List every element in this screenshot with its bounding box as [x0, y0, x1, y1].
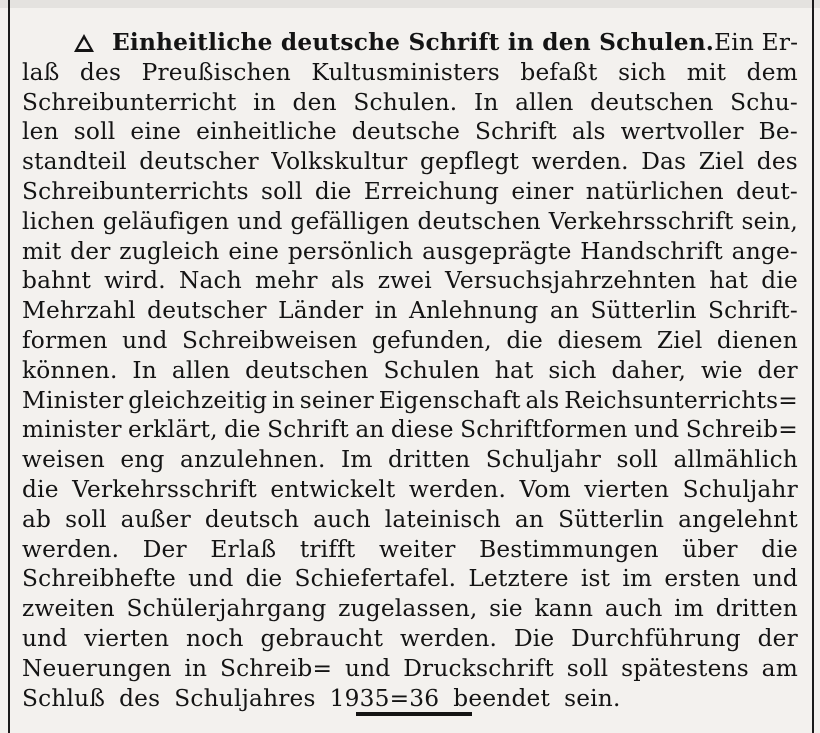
- article-word: die: [314, 177, 352, 205]
- article-word: trifft: [299, 535, 356, 563]
- article-word: im: [622, 565, 653, 593]
- article-word: Druckschrift: [403, 654, 554, 682]
- newspaper-article: [22, 28, 798, 713]
- article-line: [22, 326, 798, 356]
- article-word: auch: [313, 505, 371, 533]
- article-word: ausgeprägte: [422, 237, 572, 265]
- article-word: mehr: [255, 267, 318, 295]
- article-word: eine: [228, 237, 280, 265]
- article-line-text: [22, 117, 798, 147]
- article-word: des: [119, 684, 161, 712]
- article-word: Nach: [178, 267, 242, 295]
- article-word: werden.: [531, 148, 629, 176]
- article-word: Schrift-: [708, 297, 798, 325]
- article-word: weisen: [22, 446, 105, 474]
- article-word: soll: [65, 505, 107, 533]
- article-word: daher,: [611, 356, 687, 384]
- article-word: natürlichen: [585, 177, 724, 205]
- article-word: eine: [130, 118, 182, 146]
- article-word: als: [571, 118, 606, 146]
- article-line-text: [22, 237, 798, 267]
- article-word: Schrift: [267, 416, 349, 444]
- article-word: Schiefertafel.: [294, 565, 457, 593]
- article-word: formen: [22, 326, 108, 354]
- article-line-text: [22, 177, 798, 207]
- article-word: ab: [22, 505, 52, 533]
- article-word: soll: [566, 654, 609, 682]
- article-line: [22, 594, 798, 624]
- article-word: Schuljahres: [174, 684, 316, 712]
- article-line-text: [22, 58, 798, 88]
- article-word: Das: [641, 148, 687, 176]
- article-word: über: [682, 535, 738, 563]
- article-word: noch: [185, 624, 244, 652]
- article-word: Schreibunterricht: [22, 88, 237, 116]
- article-word: Durchführung: [571, 624, 741, 652]
- article-first-words: Ein Er-: [714, 29, 799, 56]
- article-word: Schreib=: [685, 416, 798, 444]
- article-word: deutscher: [139, 148, 259, 176]
- article-word: In: [473, 88, 499, 116]
- article-word: beendet: [453, 684, 551, 712]
- clipping-left-border: [8, 0, 10, 733]
- article-word: wertvoller: [620, 118, 744, 146]
- article-word: gefälligen: [290, 207, 410, 235]
- article-line-text: [22, 386, 798, 416]
- article-word: deutscher: [147, 297, 267, 325]
- article-word: Schreib=: [219, 654, 333, 682]
- article-line: [22, 356, 798, 386]
- article-word: sich: [548, 356, 597, 384]
- article-word: und: [122, 326, 168, 354]
- article-word: an: [514, 505, 545, 533]
- article-line: [22, 58, 798, 88]
- headline-row: [112, 28, 798, 58]
- article-word: Letztere: [468, 565, 569, 593]
- article-word: Ziel: [698, 148, 745, 176]
- article-line: [22, 535, 798, 565]
- article-word: als: [330, 267, 365, 295]
- article-word: die: [761, 535, 798, 563]
- article-word: Im: [340, 446, 373, 474]
- article-word: Schuljahr: [485, 446, 602, 474]
- article-line-text: [22, 207, 798, 237]
- article-word: ersten: [664, 565, 741, 593]
- article-word: Neuerungen: [22, 654, 172, 682]
- article-line-text: [22, 147, 798, 177]
- article-word: kann: [534, 595, 594, 623]
- article-word: sich: [618, 58, 667, 86]
- article-word: deut-: [736, 177, 798, 205]
- article-word: vierten: [584, 475, 670, 503]
- article-word: angelehnt: [678, 505, 798, 533]
- article-word: deutsche: [351, 118, 461, 146]
- article-word: gefunden,: [371, 326, 492, 354]
- article-word: befaßt: [520, 58, 598, 86]
- article-word: erklärt,: [128, 416, 218, 444]
- article-word: gleichzeitig: [128, 386, 268, 414]
- article-word: die: [245, 565, 283, 593]
- article-word: die: [22, 475, 59, 503]
- article-word: können.: [22, 356, 118, 384]
- article-word: des: [79, 58, 122, 86]
- article-word: am: [761, 654, 798, 682]
- article-line-text: [22, 445, 798, 475]
- article-line: [22, 505, 798, 535]
- article-word: sie: [489, 595, 523, 623]
- article-word: lateinisch: [384, 505, 501, 533]
- article-line-text: [22, 654, 798, 684]
- article-word: anzulehnen.: [180, 446, 326, 474]
- article-word: sein,: [741, 207, 798, 235]
- article-word: in: [374, 297, 398, 325]
- article-line: [22, 266, 798, 296]
- article-word: den: [292, 88, 337, 116]
- article-line: [22, 147, 798, 177]
- article-line-text: [22, 535, 798, 565]
- article-word: Sütterlin: [590, 297, 697, 325]
- article-word: gebraucht: [260, 624, 384, 652]
- separator-rule: [356, 712, 472, 716]
- article-word: Schreibhefte: [22, 565, 176, 593]
- article-word: Schu-: [730, 88, 798, 116]
- article-word: Schuljahr: [682, 475, 798, 503]
- article-line-text: [22, 356, 798, 386]
- article-word: Schrift: [475, 118, 557, 146]
- article-line-text: [22, 296, 798, 326]
- article-word: deutsch: [204, 505, 300, 533]
- article-word: dienen: [716, 326, 798, 354]
- article-word: im: [674, 595, 705, 623]
- article-word: an: [549, 297, 580, 325]
- article-word: Versuchsjahrzehnten: [444, 267, 697, 295]
- article-word: deutschen: [590, 88, 714, 116]
- article-word: als: [525, 386, 560, 414]
- article-word: entwickelt: [270, 475, 396, 503]
- article-line-text: [22, 505, 798, 535]
- article-word: in: [272, 386, 295, 414]
- article-word: zugleich: [119, 237, 220, 265]
- article-line: [22, 475, 798, 505]
- article-word: einheitliche: [196, 118, 337, 146]
- article-word: mit: [22, 237, 62, 265]
- article-word: werden.: [22, 535, 120, 563]
- article-line-text: [22, 266, 798, 296]
- article-word: Be-: [758, 118, 798, 146]
- article-word: Der: [142, 535, 187, 563]
- article-word: wird.: [104, 267, 166, 295]
- article-word: gepflegt: [419, 148, 520, 176]
- article-word: und: [633, 416, 680, 444]
- article-word: in: [253, 88, 276, 116]
- article-word: allen: [515, 88, 574, 116]
- article-word: und: [22, 624, 68, 652]
- article-word: soll: [261, 177, 303, 205]
- article-line: [22, 624, 798, 654]
- article-title: Einheitliche deutsche Schrift in den Schulen.: [112, 29, 715, 56]
- article-word: zweiten: [22, 595, 115, 623]
- article-word: die: [506, 326, 544, 354]
- article-word: Schülerjahrgang: [126, 595, 327, 623]
- article-word: In: [132, 356, 157, 384]
- article-word: standteil: [22, 148, 127, 176]
- article-word: werden.: [399, 624, 498, 652]
- article-word: Preußischen: [141, 58, 291, 86]
- article-word: Verkehrsschrift: [72, 475, 257, 503]
- article-word: deutschen: [245, 356, 369, 384]
- article-word: Die: [513, 624, 555, 652]
- article-line-text: [22, 624, 798, 654]
- article-word: Schreibunterrichts: [22, 177, 249, 205]
- article-line-text: [22, 475, 798, 505]
- article-line: [22, 117, 798, 147]
- article-word: ange-: [731, 237, 798, 265]
- article-line: [22, 415, 798, 445]
- article-line: [22, 386, 798, 416]
- article-word: bahnt: [22, 267, 92, 295]
- article-word: Mehrzahl: [22, 297, 136, 325]
- article-line-text: [22, 684, 798, 714]
- article-line: [22, 207, 798, 237]
- article-word: Bestimmungen: [479, 535, 659, 563]
- article-word: Erlaß: [210, 535, 277, 563]
- article-word: dem: [746, 58, 798, 86]
- article-word: und: [344, 654, 391, 682]
- article-word: Schluß: [22, 684, 106, 712]
- article-word: dritten: [388, 446, 471, 474]
- article-word: persönlich: [287, 237, 414, 265]
- article-word: dritten: [715, 595, 798, 623]
- article-word: auch: [604, 595, 663, 623]
- article-word: len: [22, 118, 59, 146]
- article-word: Schulen: [383, 356, 480, 384]
- scan-top-edge: [0, 0, 820, 8]
- article-word: Minister: [22, 386, 124, 414]
- article-line: [22, 564, 798, 594]
- article-word: in: [184, 654, 208, 682]
- article-word: geläufigen: [102, 207, 230, 235]
- article-word: sein.: [564, 684, 621, 712]
- article-word: hat: [709, 267, 749, 295]
- article-line: [22, 684, 798, 714]
- article-word: Volkskultur: [271, 148, 408, 176]
- article-word: an: [355, 416, 385, 444]
- article-line: [22, 177, 798, 207]
- article-word: hat: [494, 356, 534, 384]
- article-word: ist: [580, 565, 611, 593]
- article-word: zwei: [377, 267, 432, 295]
- article-word: Verkehrsschrift: [548, 207, 734, 235]
- article-word: deutschen: [417, 207, 541, 235]
- article-word: diesem: [557, 326, 643, 354]
- article-word: 1935=36: [329, 684, 440, 712]
- article-word: mit: [686, 58, 727, 86]
- article-line-text: [22, 564, 798, 594]
- article-word: allen: [171, 356, 231, 384]
- article-word: vierten: [84, 624, 170, 652]
- article-word: diese: [390, 416, 454, 444]
- article-word: außer: [120, 505, 191, 533]
- article-word: Erreichung: [363, 177, 500, 205]
- article-word: Reichsunterrichts=: [564, 386, 798, 414]
- article-word: der: [70, 237, 111, 265]
- article-word: die: [224, 416, 261, 444]
- article-word: Schriftformen: [460, 416, 628, 444]
- article-line-text: [22, 594, 798, 624]
- article-word: eng: [120, 446, 165, 474]
- article-line-text: [22, 326, 798, 356]
- article-word: des: [756, 148, 798, 176]
- article-word: Schreibweisen: [181, 326, 358, 354]
- article-word: Ziel: [656, 326, 703, 354]
- article-line: [22, 654, 798, 684]
- article-line-text: [22, 415, 798, 445]
- article-word: weiter: [379, 535, 456, 563]
- article-line-text: [22, 88, 798, 118]
- article-word: minister: [22, 416, 122, 444]
- article-word: und: [752, 565, 798, 593]
- article-line: [22, 237, 798, 267]
- article-word: Vom: [519, 475, 571, 503]
- article-line: [22, 445, 798, 475]
- article-word: allmählich: [673, 446, 798, 474]
- article-word: der: [757, 356, 798, 384]
- article-word: soll: [73, 118, 116, 146]
- article-word: der: [757, 624, 798, 652]
- article-word: Handschrift: [580, 237, 723, 265]
- article-word: werden.: [408, 475, 507, 503]
- article-word: soll: [616, 446, 659, 474]
- article-word: einer: [511, 177, 574, 205]
- article-word: wie: [700, 356, 743, 384]
- article-word: Schulen.: [353, 88, 458, 116]
- article-word: und: [188, 565, 234, 593]
- clipping-right-border: [812, 0, 814, 733]
- headline-line: [22, 28, 798, 58]
- article-word: spätestens: [621, 654, 749, 682]
- article-word: zugelassen,: [338, 595, 478, 623]
- article-word: laß: [22, 58, 60, 86]
- article-word: Kultusministers: [311, 58, 500, 86]
- article-line: [22, 296, 798, 326]
- article-word: Länder: [278, 297, 364, 325]
- article-line: [22, 88, 798, 118]
- article-word: Eigenschaft: [378, 386, 521, 414]
- article-word: Sütterlin: [558, 505, 665, 533]
- article-word: die: [761, 267, 798, 295]
- article-word: Anlehnung: [408, 297, 539, 325]
- article-word: und: [237, 207, 283, 235]
- article-word: seiner: [299, 386, 374, 414]
- triangle-icon: [74, 34, 94, 52]
- article-word: lichen: [22, 207, 95, 235]
